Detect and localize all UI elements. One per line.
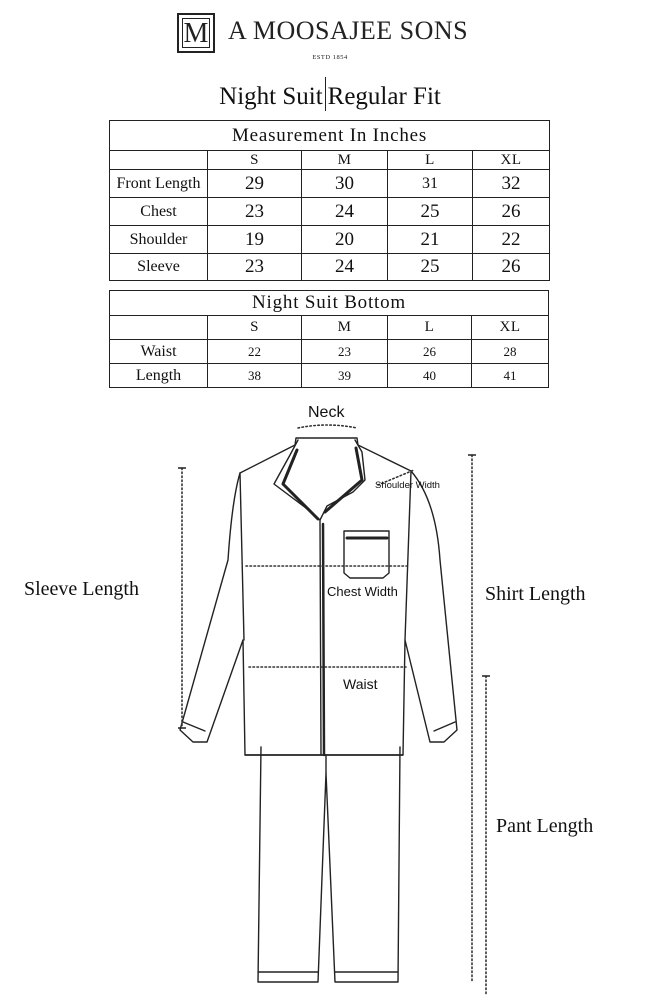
right-sleeve-seam: [405, 471, 411, 640]
collar-outline: [274, 440, 365, 520]
table-cell: 40: [388, 364, 472, 388]
right-cuff: [434, 722, 455, 731]
table-cell: 20: [302, 226, 388, 254]
size-header-s: S: [208, 151, 302, 170]
size-header-m: M: [302, 316, 388, 340]
brand-name: A MOOSAJEE SONS: [228, 16, 469, 45]
table-caption: Measurement In Inches: [110, 121, 550, 151]
product-name: Night Suit: [219, 83, 323, 110]
brand-established: ESTD 1854: [312, 54, 348, 61]
table-cell: 24: [302, 254, 388, 281]
row-label: Length: [110, 364, 208, 388]
placket-line: [320, 520, 321, 755]
left-cuff: [183, 722, 205, 731]
row-label: Shoulder: [110, 226, 208, 254]
left-sleeve-seam: [240, 473, 244, 640]
sleeve-length-label: Sleeve Length: [24, 578, 139, 600]
size-header-l: L: [388, 316, 472, 340]
row-label: Sleeve: [110, 254, 208, 281]
size-header-xl: XL: [472, 316, 549, 340]
table-cell: 28: [472, 340, 549, 364]
table-cell: 26: [388, 340, 472, 364]
pant-length-label: Pant Length: [496, 815, 594, 837]
table-cell: 30: [302, 170, 388, 198]
table-cell: 21: [388, 226, 473, 254]
size-header-xl: XL: [473, 151, 550, 170]
row-label: Waist: [110, 340, 208, 364]
product-fit: Regular Fit: [327, 83, 441, 110]
size-header-s: S: [208, 316, 302, 340]
lapel-line: [283, 448, 362, 519]
table-cell: 32: [473, 170, 550, 198]
table-cell: 29: [208, 170, 302, 198]
table-cell: 26: [473, 198, 550, 226]
row-label: Chest: [110, 198, 208, 226]
size-header-l: L: [388, 151, 473, 170]
row-label: Front Length: [110, 170, 208, 198]
table-cell: 25: [388, 198, 473, 226]
table-cell: 39: [302, 364, 388, 388]
table-cell: 22: [473, 226, 550, 254]
pants-outline: [258, 747, 400, 982]
brand-logo-letter: M: [183, 18, 209, 49]
shoulder-width-label: Shoulder Width: [375, 480, 440, 491]
table-cell: 19: [208, 226, 302, 254]
table-cell: 24: [302, 198, 388, 226]
table-caption: Night Suit Bottom: [110, 291, 549, 316]
table-cell: 38: [208, 364, 302, 388]
table-cell: 31: [388, 170, 473, 198]
table-cell: 23: [208, 198, 302, 226]
neck-guide: [298, 425, 357, 428]
waist-label: Waist: [343, 676, 378, 692]
placket-line-2: [323, 524, 324, 755]
table-cell: 25: [388, 254, 473, 281]
table-cell: 41: [472, 364, 549, 388]
table-cell: 23: [208, 254, 302, 281]
neck-label: Neck: [308, 404, 345, 421]
table-cell: 23: [302, 340, 388, 364]
size-header-m: M: [302, 151, 388, 170]
chest-width-label: Chest Width: [327, 584, 398, 599]
table-cell: 26: [473, 254, 550, 281]
shirt-length-label: Shirt Length: [485, 583, 586, 605]
table-cell: 22: [208, 340, 302, 364]
